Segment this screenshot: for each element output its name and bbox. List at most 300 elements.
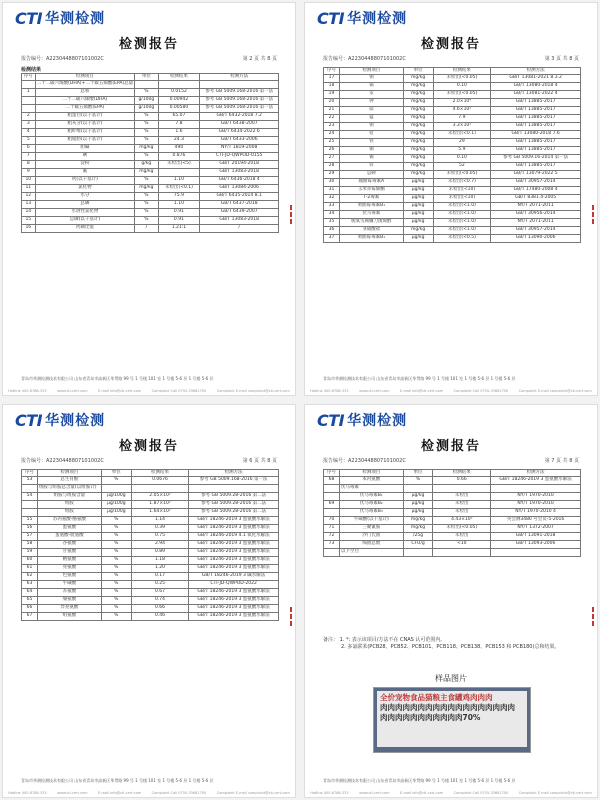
table-cell: % — [135, 193, 158, 201]
report-page-3 — [2, 404, 296, 798]
table-cell: 未检出(<0.05) — [433, 171, 491, 179]
table-row — [324, 211, 581, 219]
table-cell: mg/kg — [403, 83, 433, 91]
table-cell: 37 — [324, 235, 340, 243]
table-cell: 组氨酸 — [37, 613, 101, 621]
table-cell: 2.94 — [131, 541, 188, 549]
col-header: 单位 — [101, 470, 131, 477]
table-row — [22, 549, 279, 557]
table-row — [22, 185, 279, 193]
table-cell — [491, 549, 581, 557]
table-cell: 71 — [324, 525, 340, 533]
table-cell — [22, 97, 36, 105]
table-cell: μg/kg — [403, 179, 433, 187]
table-cell: 30 — [324, 179, 340, 187]
table-cell: GB/T 18246-2019 3 蛋氨酸水解法 — [189, 541, 279, 549]
table-cell: 0.91 — [158, 217, 200, 225]
table-row — [324, 235, 581, 243]
table-cell: % — [101, 517, 131, 525]
table-cell: GB/T 6435-2014 8.1 — [200, 193, 279, 201]
table-cell: GB/T 13093-2006 — [491, 541, 581, 549]
table-cell: 25 — [324, 139, 340, 147]
table-row — [324, 501, 581, 509]
sample-image-title: 样品图片 — [435, 674, 467, 683]
table-cell: μg/kg — [403, 187, 433, 195]
table-cell: GB/T 13080-2018 4 — [491, 83, 581, 91]
table-row — [324, 147, 581, 155]
table-cell: 未检出(<0.1) — [158, 185, 200, 193]
cti-logo: CTI 华测检测 — [317, 8, 408, 28]
table-row — [324, 163, 581, 171]
table-row — [324, 91, 581, 99]
table-cell: 4.43×10³ — [433, 517, 491, 525]
table-cell: GB/T 18246-2019 3 蛋氨酸水解法 — [189, 565, 279, 573]
table-cell: g/kg — [135, 161, 158, 169]
table-cell — [158, 81, 200, 89]
results-table — [21, 469, 279, 621]
table-row — [22, 573, 279, 581]
table-row — [324, 203, 581, 211]
table-cell: GB/T 20194-2018 — [200, 161, 279, 169]
table-cell — [324, 485, 340, 493]
table-row — [324, 227, 581, 235]
table-cell — [22, 81, 36, 89]
table-cell: 牛磺酸(以干基计) — [339, 517, 403, 525]
table-cell: GB/T 30956-2014 — [491, 211, 581, 219]
cti-logo: CTI 华测检测 — [15, 8, 106, 28]
table-cell: 0.66 — [433, 477, 491, 485]
table-row — [324, 187, 581, 195]
table-cell — [200, 81, 279, 89]
table-cell: 0.75 — [131, 533, 188, 541]
table-cell: 细菌总数 — [339, 541, 403, 549]
table-cell: g/100g — [135, 105, 158, 113]
table-cell — [189, 485, 279, 493]
report-title: 检测报告 — [118, 439, 179, 454]
table-row — [22, 217, 279, 225]
table-cell: 75.9 — [158, 193, 200, 201]
table-cell: 二十二碳六烯酸(DHA) — [35, 97, 135, 105]
table-cell: 粗脂肪(以干基计) — [35, 137, 135, 145]
table-row — [22, 485, 279, 493]
table-cell: mg/kg — [403, 91, 433, 99]
table-row — [22, 501, 279, 509]
table-cell: mg/kg — [403, 163, 433, 171]
table-row — [22, 177, 279, 185]
table-cell: 0.0676 — [131, 477, 188, 485]
table-cell: CTI-JD-QWPOD-0155 — [200, 153, 279, 161]
margin-seal-mark — [592, 605, 595, 625]
table-cell: 54 — [22, 493, 38, 501]
col-header: 检测方法 — [491, 470, 581, 477]
table-row — [22, 493, 279, 501]
table-cell: 沙门氏菌 — [339, 533, 403, 541]
table-cell: mg/kg — [135, 145, 158, 153]
table-cell: 0.67 — [131, 589, 188, 597]
table-row — [324, 549, 581, 557]
table-cell: GB/T 18246-2019 3 蛋氨酸水解法 — [189, 597, 279, 605]
table-row — [22, 201, 279, 209]
table-cell: 15 — [22, 217, 36, 225]
table-cell: 英会测3480 号会员-5-2016 — [491, 517, 581, 525]
table-row — [22, 121, 279, 129]
table-cell: GB/T 13885-2017 — [491, 147, 581, 155]
table-cell: 29 — [433, 139, 491, 147]
table-row — [22, 81, 279, 89]
table-cell: 甘氨酸 — [37, 549, 101, 557]
table-cell: mg/kg — [403, 75, 433, 83]
table-row — [324, 139, 581, 147]
col-header: 序号 — [22, 74, 36, 81]
table-cell: 0.00942 — [158, 97, 200, 105]
col-header: 单位 — [403, 470, 433, 477]
table-cell: 5 — [22, 137, 36, 145]
table-cell: NY/T 1970-2010 4 — [491, 509, 581, 517]
table-cell — [403, 485, 433, 493]
page-number: 第 6 页 共 8 页 — [242, 458, 277, 464]
table-cell: 490 — [158, 145, 200, 153]
table-cell: 二十二碳六烯酸(DHA)+二十碳五烯酸(EPA)总量 — [35, 81, 135, 89]
table-cell: 65.07 — [158, 113, 200, 121]
table-cell: 2.05×10² — [131, 493, 188, 501]
report-title: 检测报告 — [420, 37, 481, 52]
table-cell: 锰 — [339, 115, 403, 123]
table-cell: % — [101, 613, 131, 621]
table-cell: 24.3 — [158, 137, 200, 145]
col-header: 检测方法 — [189, 470, 279, 477]
table-cell: μg/kg — [403, 219, 433, 227]
table-cell: 67 — [22, 613, 38, 621]
table-cell: 参考 GB 5009.28-2016 第二法 — [189, 493, 279, 501]
table-row — [324, 171, 581, 179]
report-title: 检测报告 — [118, 37, 179, 52]
table-cell — [22, 105, 36, 113]
margin-seal-mark — [290, 203, 293, 223]
col-header: 序号 — [324, 470, 340, 477]
table-cell: 铅 — [339, 131, 403, 139]
table-cell: 0.89 — [131, 549, 188, 557]
table-cell — [433, 549, 491, 557]
table-cell: % — [101, 573, 131, 581]
table-cell: 5.9 — [433, 147, 491, 155]
table-cell: NY/T 1970-2010 — [491, 493, 581, 501]
footer-address: 青岛市华测检测技术有限公司 山东省青岛市高新区华贯路 99 号 1 号楼 101 室 1 号楼 5-6 层 1 号楼 5-6 层 — [323, 777, 516, 783]
table-cell: 苯丙氨酸 — [339, 477, 403, 485]
table-cell — [324, 493, 340, 501]
table-cell: 12 — [22, 193, 36, 201]
table-cell: 0.0152 — [158, 89, 200, 97]
table-cell: 三聚氰胺 — [339, 525, 403, 533]
table-cell: GB/T 30957-2014 — [491, 227, 581, 235]
table-cell — [491, 485, 581, 493]
table-cell: 碘 — [35, 153, 135, 161]
table-cell: mg/kg — [403, 131, 433, 139]
table-cell: 24 — [324, 131, 340, 139]
table-cell: 1.20 — [131, 565, 188, 573]
table-cell — [22, 509, 38, 517]
table-cell: 锡 — [339, 155, 403, 163]
table-cell: % — [135, 129, 158, 137]
table-cell — [22, 485, 38, 493]
table-cell: NY/T 2071-2011 — [491, 219, 581, 227]
table-cell: 未检出(<1.0) — [433, 227, 491, 235]
report-page-4 — [304, 404, 598, 798]
table-cell: 参考 GB 5009.28-2016 第二法 — [189, 501, 279, 509]
table-row — [22, 613, 279, 621]
col-header: 检测结果 — [158, 74, 200, 81]
table-cell: 胆碱 — [35, 145, 135, 153]
table-header-row — [324, 68, 581, 75]
table-cell: 0.10 — [433, 155, 491, 163]
table-cell: 60 — [22, 557, 38, 565]
table-row — [324, 179, 581, 187]
table-cell: GB/T 6433-2006 — [200, 137, 279, 145]
col-header: 序号 — [324, 68, 340, 75]
table-row — [22, 169, 279, 177]
table-cell: 13 — [22, 201, 36, 209]
table-row — [324, 195, 581, 203]
report-number: 报告编号：A2230448807101002C — [323, 458, 406, 464]
table-cell: GB/T 18246-2019 3 蛋氨酸水解法 — [189, 517, 279, 525]
table-cell: 参考 GB 5009.168-2016 第一法 — [189, 477, 279, 485]
table-cell: 未检出 — [433, 533, 491, 541]
report-number: 报告编号：A2230448807101002C — [21, 56, 104, 62]
table-cell: 63 — [22, 581, 38, 589]
section-label: 检测结果 — [21, 67, 42, 73]
table-cell: 脱氧雪腐镰刀菌烯醇 — [339, 219, 403, 227]
table-cell: mg/kg — [403, 171, 433, 179]
table-cell: 36 — [324, 227, 340, 235]
table-cell: % — [135, 113, 158, 121]
table-cell: 1 — [22, 89, 36, 97]
results-table — [323, 67, 581, 243]
table-cell: 19 — [324, 91, 340, 99]
table-cell: 1.18 — [131, 557, 188, 565]
table-cell: GB/T 13080-2018 7.6 — [491, 131, 581, 139]
table-cell: mg/kg — [135, 169, 158, 177]
table-row — [22, 541, 279, 549]
footer-address: 青岛市华测检测技术有限公司 山东省青岛市高新区华贯路 99 号 1 号楼 101 室 1 号楼 5-6 层 1 号楼 5-6 层 — [21, 777, 214, 783]
table-cell: % — [135, 201, 158, 209]
table-row — [22, 161, 279, 169]
table-cell: NY/T 1819-2008 — [200, 145, 279, 153]
footer-address: 青岛市华测检测技术有限公司 山东省青岛市高新区华贯路 99 号 1 号楼 101 室 1 号楼 5-6 层 1 号楼 5-6 层 — [323, 375, 516, 381]
table-cell — [22, 501, 38, 509]
table-cell: 苏丙氨酸-酪氨酸 — [37, 517, 101, 525]
table-cell: mg/kg — [403, 107, 433, 115]
table-cell: GB/T 13083-2018 — [200, 217, 279, 225]
table-cell: μg/kg — [403, 501, 433, 509]
page-number: 第 3 页 共 8 页 — [544, 56, 579, 62]
table-row — [22, 597, 279, 605]
table-cell: 2 — [22, 113, 36, 121]
table-cell — [324, 549, 340, 557]
table-cell: 蛋氨酸 — [37, 525, 101, 533]
table-cell: GB/T 6439-2007 — [200, 209, 279, 217]
table-cell: 未检出 — [433, 509, 491, 517]
table-cell: 55 — [22, 517, 38, 525]
table-cell — [433, 485, 491, 493]
col-header: 单位 — [403, 68, 433, 75]
table-cell: mg/kg — [135, 185, 158, 193]
table-cell: 35 — [324, 219, 340, 227]
table-cell: % — [135, 209, 158, 217]
table-cell: 0.876 — [158, 153, 200, 161]
table-cell: GB/T 13081-2022 4 — [491, 91, 581, 99]
table-cell: mg/kg — [403, 155, 433, 163]
col-header: 检测项目 — [339, 470, 403, 477]
report-page-2 — [304, 2, 598, 396]
product-label: 全价宠物食品猫粮主食罐鸡肉肉肉 肉肉肉肉肉肉肉肉肉肉肉肉肉肉肉肉肉肉 肉肉肉肉肉肉肉肉肉肉肉70% — [377, 691, 527, 747]
table-cell: GB/T 8381.4-2005 — [491, 195, 581, 203]
table-cell: GB/T 18246-2019 4.1 氧化水解法 — [189, 533, 279, 541]
table-cell: μg/kg — [403, 235, 433, 243]
table-cell: 7.9 — [433, 115, 491, 123]
table-row — [22, 565, 279, 573]
table-cell: 1.10 — [158, 201, 200, 209]
table-cell: % — [135, 153, 158, 161]
table-cell: NY/T 1970-2010 — [491, 501, 581, 509]
table-cell: 0.74 — [131, 597, 188, 605]
table-cell: 钙磷比值 — [35, 225, 135, 233]
table-cell: % — [135, 89, 158, 97]
table-cell: mg/kg — [403, 139, 433, 147]
results-table — [21, 73, 279, 233]
footer-contact: Hotline 400-6788-333 www.cti-cert.com E-mail info@cti-cert.com Complaint Call 0755-33681700 Complaint E-mail complaint@cti-cert.com — [8, 791, 290, 795]
col-header: 检测项目 — [339, 68, 403, 75]
table-row — [324, 83, 581, 91]
table-cell: 总生育酚 — [37, 477, 101, 485]
table-cell: 缬氨酸 — [37, 597, 101, 605]
table-cell: 色氨酸 — [37, 573, 101, 581]
table-cell: 17 — [324, 75, 340, 83]
table-cell: 28 — [324, 163, 340, 171]
table-row — [324, 123, 581, 131]
table-cell: GB/T 30957-2014 — [491, 179, 581, 187]
table-cell: GB/T 13885-2017 — [491, 115, 581, 123]
col-header: 检测方法 — [200, 74, 279, 81]
table-cell: 6 — [22, 145, 36, 153]
table-row — [22, 225, 279, 233]
table-row — [22, 209, 279, 217]
table-cell: 10 — [22, 177, 36, 185]
table-cell: 1.64×10² — [131, 509, 188, 517]
table-row — [324, 517, 581, 525]
report-notes: 备注： 1. *: 表示该项目/方法不在 CNAS 认可范围内。 2. 多氯联苯(PCB28、PCB52、PCB101、PCB118、PCB138、PCB153 和 PCB180)总和结果。 — [323, 637, 560, 650]
table-cell: 黄曲霉毒素B₁ — [339, 203, 403, 211]
table-row — [324, 493, 581, 501]
table-cell: 铜 — [339, 147, 403, 155]
table-cell: 0.10 — [433, 83, 491, 91]
col-header: 检测项目 — [37, 470, 101, 477]
table-cell: / — [200, 225, 279, 233]
table-cell: GB/T 6432-2018 7.2 — [200, 113, 279, 121]
table-cell: 参考 GB 5009.168-2016 第一法 — [200, 97, 279, 105]
table-cell: 总和 — [35, 89, 135, 97]
table-cell: 4.6×10³ — [433, 107, 491, 115]
table-cell: mg/kg — [403, 123, 433, 131]
table-cell: GB/T 18246-2019 3 蛋氨酸水解法 — [189, 557, 279, 565]
table-row — [324, 533, 581, 541]
table-cell: 水溶性氯化物 — [35, 209, 135, 217]
table-cell: 59 — [22, 549, 38, 557]
table-cell: 组胺与组胺含量 — [37, 493, 101, 501]
table-cell: μg/kg — [403, 493, 433, 501]
table-cell: mg/kg — [403, 227, 433, 235]
table-cell: GB/T 18246-2019 3 蛋氨酸水解法 — [189, 605, 279, 613]
table-cell: 伏马毒素B₂ — [339, 501, 403, 509]
footer-contact: Hotline 400-6788-333 www.cti-cert.com E-mail info@cti-cert.com Complaint Call 0755-33681700 Complaint E-mail complaint@cti-cert.com — [310, 389, 592, 393]
margin-seal-mark — [290, 605, 293, 625]
table-cell: 57 — [22, 533, 38, 541]
table-cell: 23 — [324, 123, 340, 131]
table-cell: % — [101, 477, 131, 485]
table-cell: 70 — [324, 517, 340, 525]
table-cell: mg/kg — [403, 115, 433, 123]
table-row — [22, 509, 279, 517]
table-cell: 22 — [324, 115, 340, 123]
col-header: 单位 — [135, 74, 158, 81]
table-row — [324, 107, 581, 115]
table-cell: 总磷(以干基计) — [35, 217, 135, 225]
sample-photo — [373, 687, 531, 753]
results-table — [323, 469, 581, 557]
table-cell: GB/T 13885-2017 — [491, 123, 581, 131]
table-cell: CTI-JD-QWPOD-2022 — [189, 581, 279, 589]
table-row — [324, 99, 581, 107]
table-cell: 精氨酸 — [37, 557, 101, 565]
table-cell: GB/T 6437-2018 — [200, 201, 279, 209]
table-cell: 未检出(<1.0) — [433, 219, 491, 227]
table-cell: GB/T 13885-2017 — [491, 107, 581, 115]
table-cell: 2.0×10⁴ — [433, 99, 491, 107]
table-cell: μg/kg — [403, 509, 433, 517]
table-cell: 29 — [324, 171, 340, 179]
table-row — [22, 129, 279, 137]
table-cell: % — [101, 549, 131, 557]
table-cell: 72 — [324, 533, 340, 541]
table-cell: 0.39 — [131, 525, 188, 533]
table-cell: 1.10 — [158, 177, 200, 185]
table-cell: 61 — [22, 565, 38, 573]
table-cell: 1.21:1 — [158, 225, 200, 233]
col-header: 序号 — [22, 470, 38, 477]
table-cell: 钠 — [339, 75, 403, 83]
table-cell: 赭曲霉毒素A — [339, 179, 403, 187]
table-cell: 异亮氨酸 — [37, 605, 101, 613]
table-cell — [158, 169, 200, 177]
table-row — [324, 115, 581, 123]
table-header-row — [22, 470, 279, 477]
table-cell: % — [101, 597, 131, 605]
table-cell: 73 — [324, 541, 340, 549]
table-cell: 未检出(<0.1) — [433, 131, 491, 139]
table-cell: <10 — [433, 541, 491, 549]
table-cell: 伏马毒素B₃ — [339, 509, 403, 517]
table-cell: 33 — [324, 203, 340, 211]
table-cell: NY/T 1372-2007 — [491, 525, 581, 533]
table-cell: 0.25 — [131, 581, 188, 589]
table-cell: 64 — [22, 589, 38, 597]
table-cell: / — [135, 225, 158, 233]
table-cell: GB/T 13885-2017 — [491, 163, 581, 171]
table-row — [324, 509, 581, 517]
col-header: 检测结果 — [131, 470, 188, 477]
table-cell: mg/kg — [403, 525, 433, 533]
table-row — [22, 581, 279, 589]
table-cell: 68 — [324, 477, 340, 485]
table-row — [22, 589, 279, 597]
